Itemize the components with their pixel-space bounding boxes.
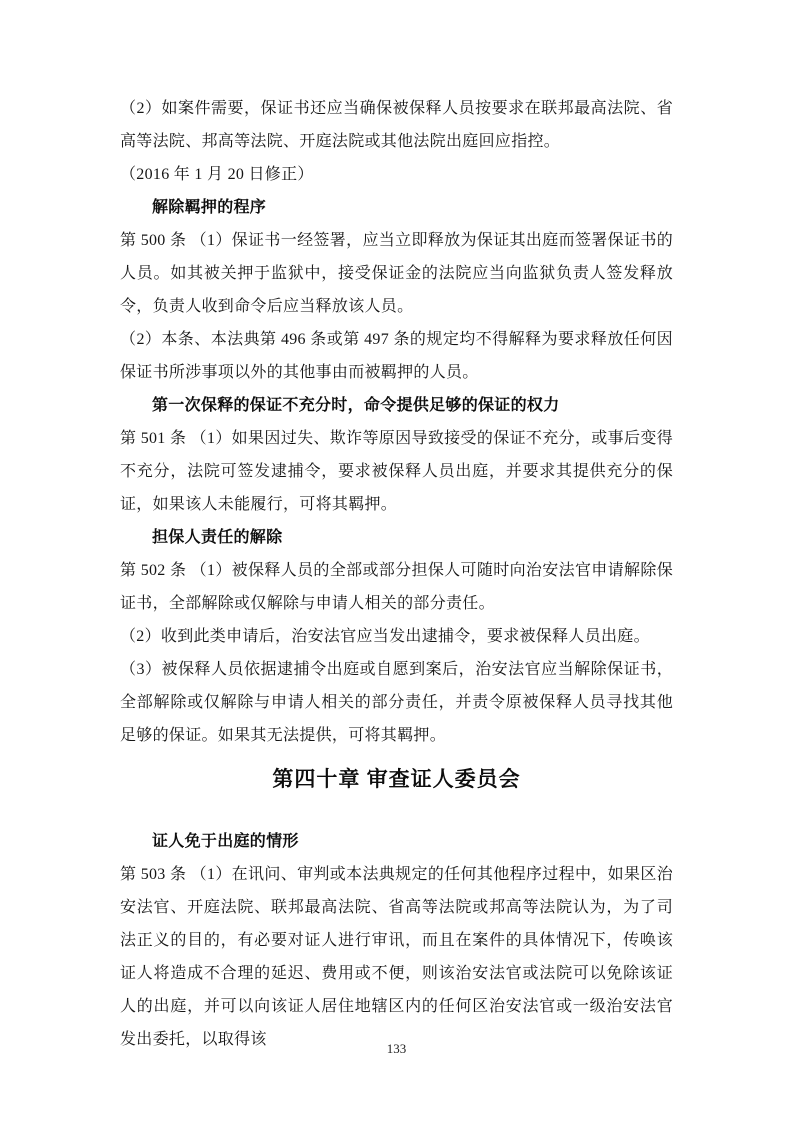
body-paragraph-section-501: 第 501 条 （1）如果因过失、欺诈等原因导致接受的保证不充分，或事后变得不充分，法院可签发逮捕令，要求被保释人员出庭，并要求其提供充分的保证，如果该人未能履行，可将其羁押。 [120, 430, 673, 513]
body-paragraph: （2）本条、本法典第 496 条或第 497 条的规定均不得解释为要求释放任何因保证书所涉事项以外的其他事由而被羁押的人员。 [120, 331, 673, 381]
body-paragraph-section-502: 第 502 条 （1）被保释人员的全部或部分担保人可随时向治安法官申请解除保证书，全部解除或仅解除与申请人相关的部分责任。 [120, 562, 673, 612]
chapter-heading: 第四十章 审查证人委员会 [272, 767, 521, 791]
amendment-note: （2016 年 1 月 20 日修正） [120, 166, 314, 183]
body-paragraph-section-503: 第 503 条 （1）在讯问、审判或本法典规定的任何其他程序过程中，如果区治安法官、开庭法院、联邦最高法院、省高等法院或邦高等法院认为，为了司法正义的目的，有必要对证人进行审讯，而且在案件的具体情况下，传唤该证人将造成不合理的延迟、费用或不便，则该治安法官或法院可以免除该证人的出庭，并可以向该证人居住地辖区内的任何区治安法官或一级治安法官发出委托，以取得该 [120, 866, 673, 1048]
body-paragraph: （3）被保释人员依据逮捕令出庭或自愿到案后，治安法官应当解除保证书，全部解除或仅解除与申请人相关的部分责任，并责令原被保释人员寻找其他足够的保证。如果其无法提供，可将其羁押。 [120, 661, 673, 744]
document-body [120, 92, 673, 1056]
section-heading-surety-discharge: 担保人责任的解除 [152, 529, 283, 546]
page-number: 133 [386, 1041, 407, 1056]
section-heading-insufficient-security: 第一次保释的保证不充分时，命令提供足够的保证的权力 [152, 397, 560, 414]
body-paragraph: （2）如案件需要，保证书还应当确保被保释人员按要求在联邦最高法院、省高等法院、邦高等法院、开庭法院或其他法院出庭回应指控。 [120, 100, 673, 150]
section-heading-release-procedure: 解除羁押的程序 [152, 199, 267, 216]
body-paragraph: （2）收到此类申请后，治安法官应当发出逮捕令，要求被保释人员出庭。 [120, 628, 650, 645]
section-heading-witness-exemption: 证人免于出庭的情形 [152, 833, 299, 850]
body-paragraph-section-500: 第 500 条 （1）保证书一经签署，应当立即释放为保证其出庭而签署保证书的人员。如其被关押于监狱中，接受保证金的法院应当向监狱负责人签发释放令，负责人收到命令后应当释放该人员。 [120, 232, 673, 315]
